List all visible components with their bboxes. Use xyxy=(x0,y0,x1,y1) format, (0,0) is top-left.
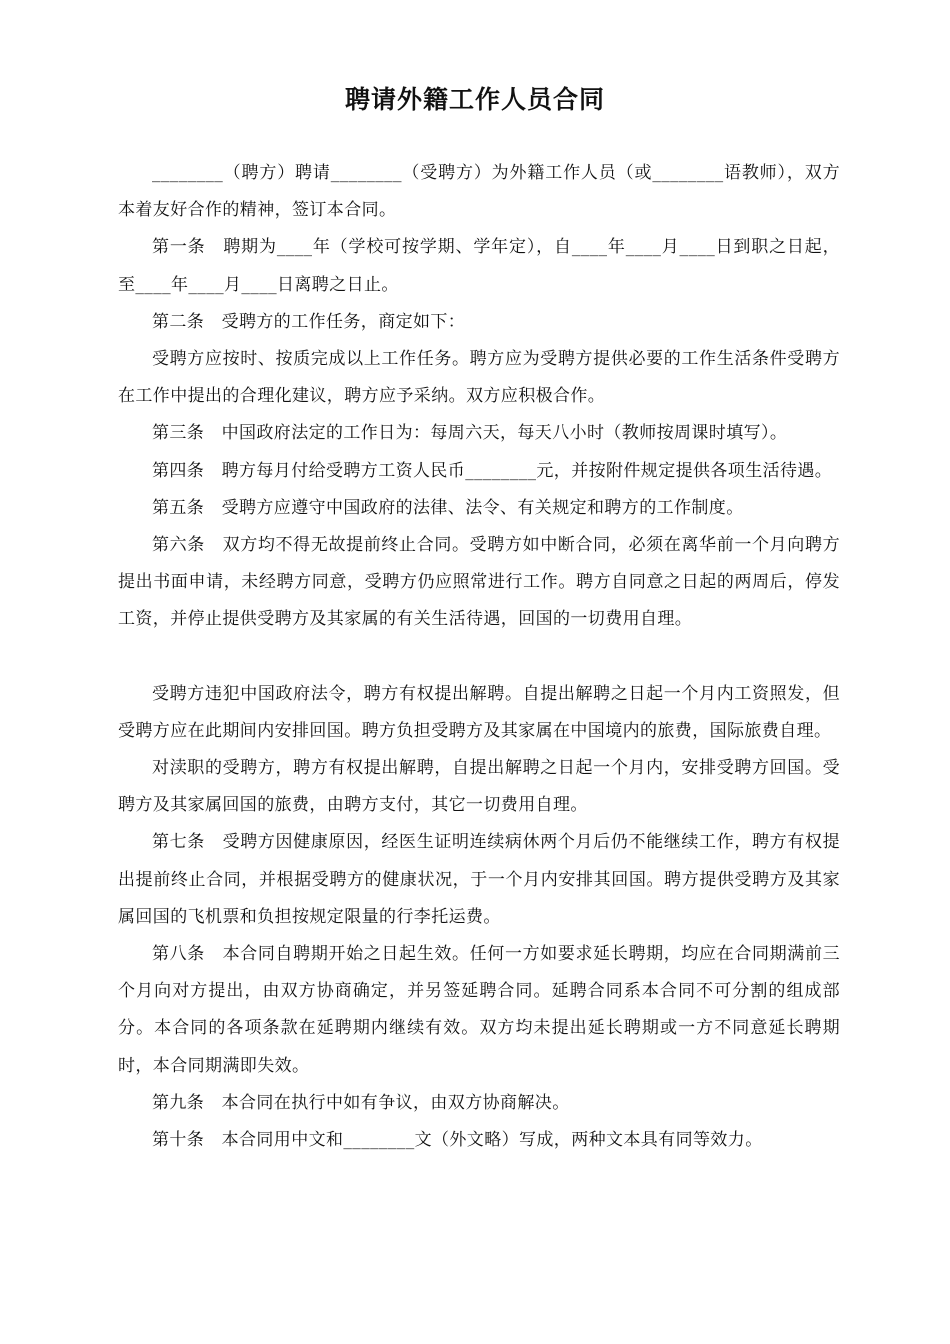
dismissal-negligence-paragraph: 对渎职的受聘方，聘方有权提出解聘，自提出解聘之日起一个月内，安排受聘方回国。受聘方及其家属回国的旅费，由聘方支付，其它一切费用自理。 xyxy=(118,758,840,816)
preamble-paragraph: ________（聘方）聘请________（受聘方）为外籍工作人员（或________语教师），双方本着友好合作的精神，签订本合同。 xyxy=(118,163,840,221)
article-4-paragraph: 第四条 聘方每月付给受聘方工资人民币________元，并按附件规定提供各项生活待遇。 xyxy=(152,460,833,481)
document-title: 聘请外籍工作人员合同 xyxy=(344,85,605,114)
article-5-paragraph: 第五条 受聘方应遵守中国政府的法律、法令、有关规定和聘方的工作制度。 xyxy=(152,497,744,518)
dismissal-violation-paragraph: 受聘方违犯中国政府法令，聘方有权提出解聘。自提出解聘之日起一个月内工资照发，但受聘方应在此期间内安排回国。聘方负担受聘方及其家属在中国境内的旅费，国际旅费自理。 xyxy=(118,683,840,741)
article-6-paragraph: 第六条 双方均不得无故提前终止合同。受聘方如中断合同，必须在离华前一个月向聘方提出书面申请，未经聘方同意，受聘方仍应照常进行工作。聘方自同意之日起的两周后，停发工资，并停止提供受聘方及其家属的有关生活待遇，回国的一切费用自理。 xyxy=(118,535,840,630)
article-2-detail-paragraph: 受聘方应按时、按质完成以上工作任务。聘方应为受聘方提供必要的工作生活条件受聘方在工作中提出的合理化建议，聘方应予采纳。双方应积极合作。 xyxy=(118,349,840,407)
article-7-paragraph: 第七条 受聘方因健康原因，经医生证明连续病休两个月后仍不能继续工作，聘方有权提出提前终止合同，并根据受聘方的健康状况，于一个月内安排其回国。聘方提供受聘方及其家属回国的飞机票和负担按规定限量的行李托运费。 xyxy=(118,832,840,927)
article-9-paragraph: 第九条 本合同在执行中如有争议，由双方协商解决。 xyxy=(152,1092,570,1113)
article-3-paragraph: 第三条 中国政府法定的工作日为：每周六天，每天八小时（教师按周课时填写）。 xyxy=(152,423,788,444)
article-2-paragraph: 第二条 受聘方的工作任务，商定如下： xyxy=(152,311,466,332)
document-body xyxy=(118,155,840,1159)
article-10-paragraph: 第十条 本合同用中文和________文（外文略）写成，两种文本具有同等效力。 xyxy=(152,1130,763,1151)
article-1-paragraph: 第一条 聘期为____年（学校可按学期、学年定），自____年____月____日到职之日起，至____年____月____日离聘之日止。 xyxy=(118,237,840,295)
article-8-paragraph: 第八条 本合同自聘期开始之日起生效。任何一方如要求延长聘期，均应在合同期满前三个月向对方提出，由双方协商确定，并另签延聘合同。延聘合同系本合同不可分割的组成部分。本合同的各项条款在延聘期内继续有效。双方均未提出延长聘期或一方不同意延长聘期时，本合同期满即失效。 xyxy=(118,944,840,1076)
